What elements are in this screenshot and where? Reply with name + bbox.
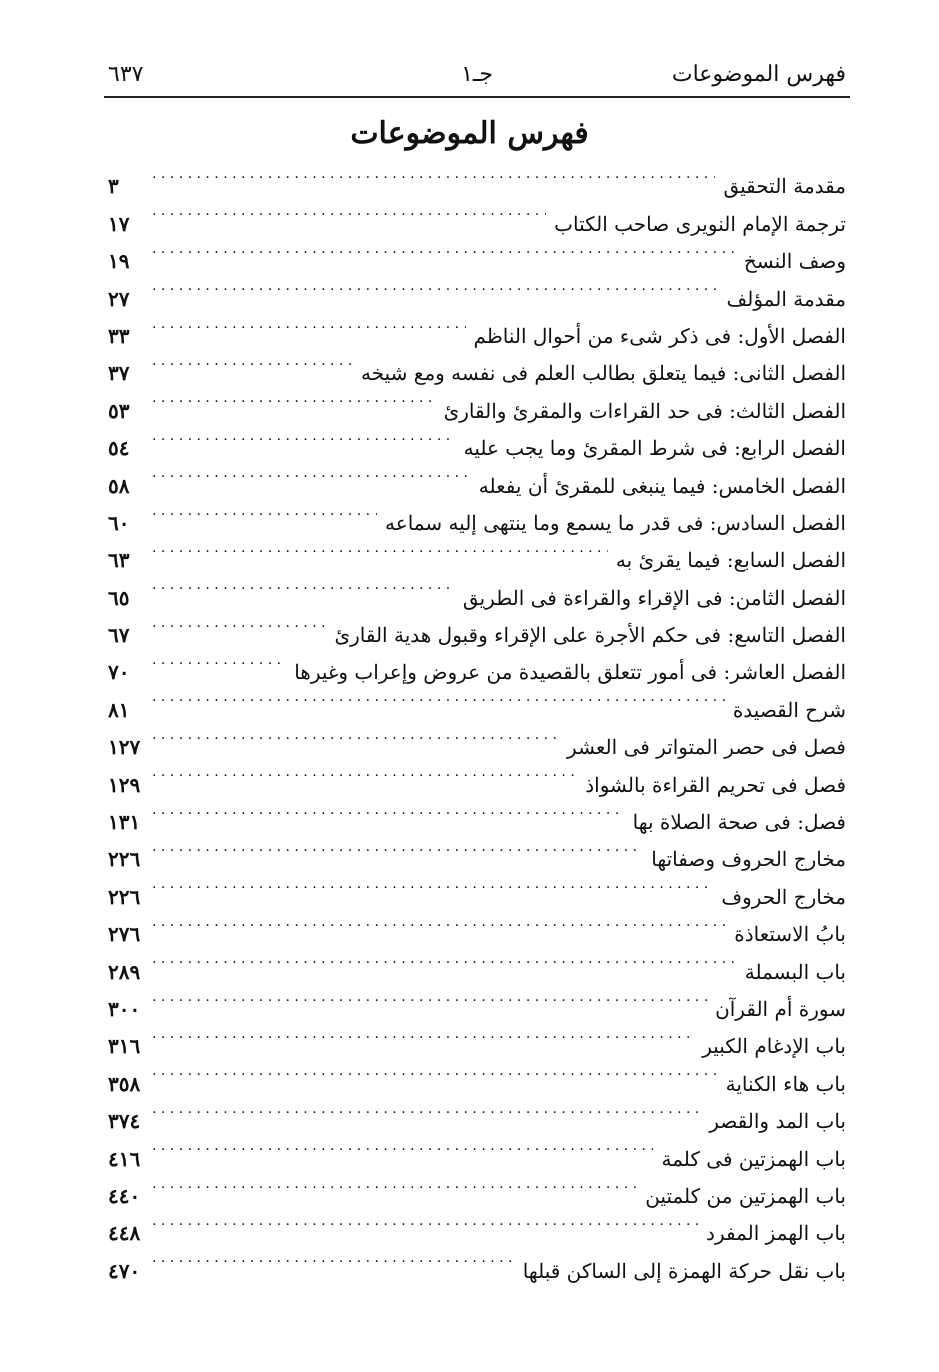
toc-entry-page: ٦٧ [108, 623, 130, 648]
toc-entry-title: باب الهمز المفرد [706, 1221, 846, 1246]
dot-leader [152, 866, 713, 903]
dot-leader [152, 717, 559, 754]
toc-entry-title: الفصل الثالث: فى حد القراءات والمقرئ والقارئ [443, 398, 846, 423]
toc-entry-page: ٦٠ [108, 510, 130, 535]
dot-leader [152, 904, 726, 941]
dot-leader [152, 1016, 694, 1053]
dot-leader [152, 1240, 515, 1277]
dot-leader [152, 1091, 701, 1128]
toc-entry [108, 941, 846, 984]
dot-leader [152, 1053, 718, 1090]
dot-leader [152, 418, 456, 455]
toc-entry-page: ١٢٩ [108, 772, 141, 797]
dot-leader [152, 829, 643, 866]
dot-leader [152, 231, 736, 268]
toc-entry [108, 156, 846, 199]
running-title: فهرس الموضوعات [671, 62, 846, 87]
toc-entry-title: باب نقل حركة الهمزة إلى الساكن قبلها [522, 1258, 846, 1283]
volume-label: جـ١ [461, 62, 493, 87]
toc-entry-page: ٦٥ [108, 585, 130, 610]
toc-entry-page: ١٩ [108, 249, 130, 274]
toc-entry-page: ٤٤٨ [108, 1221, 141, 1246]
dot-leader [152, 679, 725, 716]
toc-entry [108, 268, 846, 311]
dot-leader [152, 306, 466, 343]
toc-entry-title: باب البسملة [744, 959, 846, 984]
toc-entry-title: الفصل الثامن: فى الإقراء والقراءة فى الطريق [462, 585, 846, 610]
dot-leader [152, 1203, 698, 1240]
toc-entry-page: ٢٧٦ [108, 922, 141, 947]
toc-entry-page: ٣٧ [108, 361, 130, 386]
dot-leader [152, 567, 455, 604]
dot-leader [152, 343, 353, 380]
toc-entry [108, 231, 846, 274]
toc-entry-page: ٣٧٤ [108, 1109, 141, 1134]
dot-leader [152, 792, 625, 829]
toc-entry-title: شرح القصيدة [732, 697, 846, 722]
dot-leader [152, 979, 707, 1016]
toc-entry-title: مخارج الحروف [721, 884, 846, 909]
toc-entry-title: باب الإدغام الكبير [702, 1034, 846, 1059]
dot-leader [152, 1166, 637, 1203]
toc-entry-title: الفصل الأول: فى ذكر شىء من أحوال الناظم [473, 323, 846, 348]
toc-entry-title: باب هاء الكناية [725, 1071, 846, 1096]
toc-entry-title: بابُ الاستعاذة [734, 922, 846, 947]
toc-entry-title: الفصل العاشر: فى أمور تتعلق بالقصيدة من عروض وإعراب وغيرها [294, 660, 846, 685]
toc-entry-page: ٤١٦ [108, 1146, 141, 1171]
toc-entry-title: مخارج الحروف وصفاتها [651, 847, 846, 872]
toc-entry-title: وصف النسخ [743, 249, 846, 274]
toc-entry-page: ١٢٧ [108, 735, 141, 760]
dot-leader [152, 156, 715, 193]
toc-entry-title: فصل فى حصر المتواتر فى العشر [567, 735, 846, 760]
dot-leader [152, 268, 719, 305]
toc-entry-title: باب المد والقصر [709, 1109, 846, 1134]
toc-entry-title: الفصل الثانى: فيما يتعلق بطالب العلم فى نفسه ومع شيخه [361, 361, 846, 386]
toc-entry-title: الفصل الخامس: فيما ينبغى للمقرئ أن يفعله [478, 473, 846, 498]
toc-entry-page: ٤٤٠ [108, 1183, 141, 1208]
toc-entry-title: الفصل السادس: فى قدر ما يسمع وما ينتهى إليه سماعه [385, 510, 846, 535]
page-title: فهرس الموضوعات [350, 116, 589, 151]
toc-entry-title: سورة أم القرآن [715, 996, 846, 1021]
toc-entry-page: ٢٢٦ [108, 847, 141, 872]
toc-entry-page: ٤٧٠ [108, 1258, 141, 1283]
dot-leader [152, 530, 608, 567]
toc-entry-page: ٣٠٠ [108, 996, 141, 1021]
toc-entry-title: باب الهمزتين فى كلمة [661, 1146, 846, 1171]
toc-entry-title: الفصل السابع: فيما يقرئ به [615, 548, 846, 573]
dot-leader [152, 642, 286, 679]
toc-entry-title: الفصل التاسع: فى حكم الأجرة على الإقراء وقبول هدية القارئ [334, 623, 846, 648]
toc-entry-page: ١٧ [108, 211, 130, 236]
toc-entry [108, 979, 846, 1021]
dot-leader [152, 455, 471, 492]
toc-entry-page: ٣٥٨ [108, 1071, 141, 1096]
toc-entry-page: ٢٨٩ [108, 959, 141, 984]
toc-entry-page: ٨١ [108, 697, 130, 722]
toc-entry-title: ترجمة الإمام النويرى صاحب الكتاب [554, 211, 846, 236]
toc-entry-page: ١٣١ [108, 810, 141, 835]
dot-leader [152, 605, 326, 642]
toc-entry-page: ٧٠ [108, 660, 130, 685]
toc-entry-page: ٥٤ [108, 436, 130, 461]
toc-entry-page: ٦٣ [108, 548, 130, 573]
toc-entry-page: ٢٢٦ [108, 884, 141, 909]
toc-entry-page: ٢٧ [108, 286, 130, 311]
dot-leader [152, 380, 436, 417]
toc-entry-page: ٣ [108, 174, 119, 199]
toc-entry-page: ٥٣ [108, 398, 130, 423]
dot-leader [152, 754, 577, 791]
toc-entry-page: ٣١٦ [108, 1034, 141, 1059]
toc-entry-title: مقدمة التحقيق [723, 174, 846, 199]
table-of-contents [108, 156, 846, 1283]
toc-entry-page: ٥٨ [108, 473, 130, 498]
toc-entry-title: فصل: فى صحة الصلاة بها [632, 810, 846, 835]
toc-entry-title: فصل فى تحريم القراءة بالشواذ [585, 772, 846, 797]
dot-leader [152, 941, 737, 978]
toc-entry-title: الفصل الرابع: فى شرط المقرئ وما يجب عليه [463, 436, 846, 461]
toc-entry-page: ٣٣ [108, 323, 130, 348]
dot-leader [152, 493, 377, 530]
dot-leader [152, 1128, 653, 1165]
toc-entry-title: مقدمة المؤلف [726, 286, 846, 311]
dot-leader [152, 193, 546, 230]
header-rule [104, 96, 850, 98]
running-header [108, 58, 846, 92]
page-number: ٦٣٧ [108, 62, 144, 87]
toc-entry-title: باب الهمزتين من كلمتين [645, 1183, 846, 1208]
